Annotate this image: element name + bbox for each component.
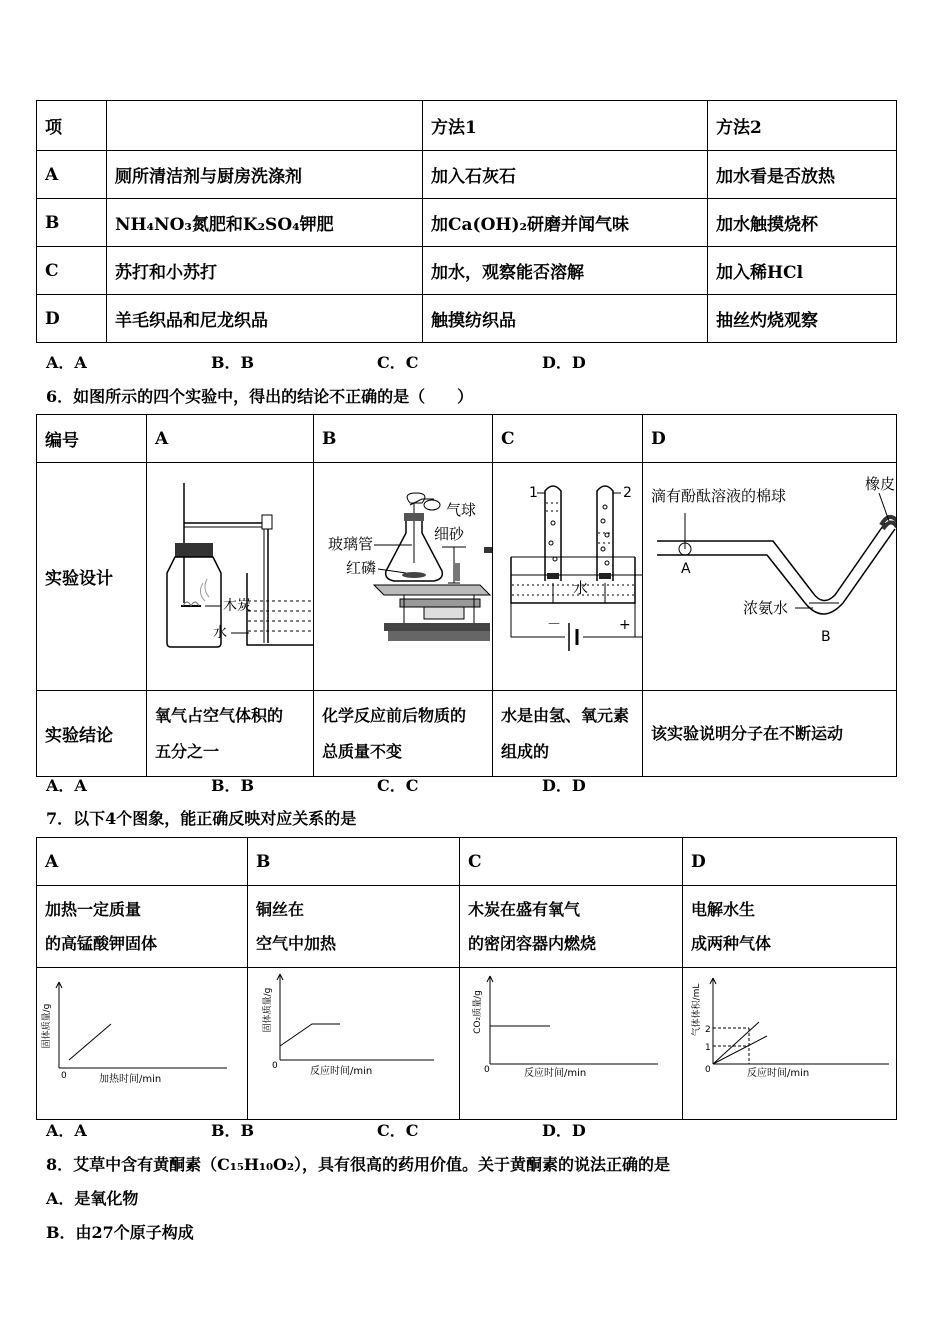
q7-header-b: B [248, 838, 460, 886]
q7-header-d: D [683, 838, 897, 886]
diagram-d-rubber-label: 橡皮 [865, 475, 896, 493]
q6-conclusion-a [147, 691, 314, 777]
q7-graph-d-xlabel: 反应时间/min [747, 1068, 810, 1079]
q6-conclusion-b [314, 691, 493, 777]
q7-graph-d [683, 968, 897, 1114]
q6-design-d [643, 463, 897, 691]
q5-row-a-method2: 加水看是否放热 [708, 151, 897, 199]
q5-header-item: 项 [37, 101, 107, 151]
q7-graph-b-origin: 0 [272, 1061, 278, 1071]
q5-option-d[interactable]: D．D [542, 353, 586, 372]
diagram-a-combustion [147, 463, 314, 685]
q7-desc-a [37, 886, 248, 968]
q6-conclusion-d [643, 691, 897, 777]
q6-conclusion-b-line1: 化学反应前后物质的 [322, 705, 467, 725]
q5-row-c-method2: 加入稀HCl [708, 247, 897, 295]
q6-conclusion-c [493, 691, 643, 777]
q6-table [36, 414, 897, 777]
q7-desc-d-line2: 成两种气体 [691, 933, 772, 953]
q7-desc-a-line1: 加热一定质量 [45, 899, 142, 919]
diagram-b-glass-label: 玻璃管 [328, 535, 374, 553]
q7-graph-d-tick1: 1 [705, 1043, 711, 1053]
diagram-c-plus-label: + [619, 617, 631, 633]
q7-graph-d-origin: 0 [705, 1065, 711, 1075]
q7-option-a[interactable]: A．A [46, 1121, 87, 1140]
q7-graph-b [248, 968, 460, 1114]
q6-header-a: A [147, 415, 314, 463]
q5-row-d-method1: 触摸纺织品 [423, 295, 708, 343]
q7-graph-c-cell [460, 968, 683, 1120]
q7-graph-d-tick2: 2 [705, 1025, 711, 1035]
q7-graph-a-cell [37, 968, 248, 1120]
diagram-d-molecular-motion [643, 463, 897, 685]
q7-header-c: C [460, 838, 683, 886]
diagram-a-wood-label: 木炭 [223, 598, 251, 614]
q5-row-a-item: 厕所清洁剂与厨房洗涤剂 [107, 151, 423, 199]
q5-table [36, 100, 897, 343]
q7-graph-c [460, 968, 683, 1114]
diagram-a-water-label: 水 [213, 625, 227, 641]
q6-design-c [493, 463, 643, 691]
q7-desc-c-line1: 木炭在盛有氧气 [468, 899, 581, 919]
q7-graph-d-cell [683, 968, 897, 1120]
q7-header-a: A [37, 838, 248, 886]
q5-option-a[interactable]: A．A [46, 353, 87, 372]
diagram-d-ammonia-label: 浓氨水 [743, 599, 789, 617]
q6-text: 6．如图所示的四个实验中，得出的结论不正确的是（ ） [46, 387, 474, 406]
diagram-b-conservation [314, 463, 493, 685]
q7-graph-b-xlabel: 反应时间/min [310, 1066, 373, 1077]
diagram-b-balloon-label: 气球 [446, 501, 477, 519]
q6-conclusion-c-line1: 水是由氢、氧元素 [501, 705, 630, 725]
q5-row-c-item: 苏打和小苏打 [107, 247, 423, 295]
diagram-d-ball-label: 滴有酚酞溶液的棉球 [651, 487, 787, 505]
q6-header-id: 编号 [37, 415, 147, 463]
q5-row-b-item: NH₄NO₃氮肥和K₂SO₄钾肥 [107, 199, 423, 247]
q7-graph-a [37, 968, 248, 1114]
q7-graph-a-origin: 0 [61, 1071, 67, 1081]
q5-row-a-method1: 加入石灰石 [423, 151, 708, 199]
q7-desc-c-line2: 的密闭容器内燃烧 [468, 933, 597, 953]
q5-row-b-method1: 加Ca(OH)₂研磨并闻气味 [423, 199, 708, 247]
q5-row-d-item: 羊毛织品和尼龙织品 [107, 295, 423, 343]
q7-text: 7．以下4个图象，能正确反映对应关系的是 [46, 809, 357, 828]
q7-graph-b-ylabel: 固体质量/g [263, 987, 273, 1033]
diagram-c-electrolysis [493, 463, 643, 685]
q7-graph-d-ylabel: 气体体积/mL [692, 983, 702, 1037]
q5-header-method2: 方法2 [708, 101, 897, 151]
q5-option-b[interactable]: B．B [211, 353, 255, 372]
q6-conclusion-a-line2: 五分之一 [155, 741, 220, 761]
diagram-c-minus-label: － [547, 617, 561, 633]
q8-option-b[interactable]: B．由27个原子构成 [46, 1223, 194, 1242]
diagram-b-phos-label: 红磷 [346, 559, 377, 577]
q7-graph-c-ylabel: CO₂质量/g [473, 990, 483, 1034]
q5-header-method1: 方法1 [423, 101, 708, 151]
q6-design-a [147, 463, 314, 691]
q7-desc-b [248, 886, 460, 968]
diagram-c-water-label: 水 [573, 579, 589, 597]
q5-row-d-method2: 抽丝灼烧观察 [708, 295, 897, 343]
q5-row-b-method2: 加水触摸烧杯 [708, 199, 897, 247]
q7-desc-d-line1: 电解水生 [691, 899, 756, 919]
q6-option-b[interactable]: B．B [211, 776, 255, 795]
q7-graph-a-xlabel: 加热时间/min [99, 1074, 162, 1085]
q6-header-b: B [314, 415, 493, 463]
q5-row-d-id: D [37, 295, 107, 343]
diagram-b-sand-label: 细砂 [434, 525, 465, 543]
q7-graph-b-cell [248, 968, 460, 1120]
q7-option-c[interactable]: C．C [377, 1121, 419, 1140]
q6-conclusion-label: 实验结论 [37, 691, 147, 777]
q7-desc-a-line2: 的高锰酸钾固体 [45, 933, 158, 953]
q6-option-d[interactable]: D．D [542, 776, 586, 795]
q7-graph-c-xlabel: 反应时间/min [524, 1068, 587, 1079]
q5-row-a-id: A [37, 151, 107, 199]
q7-option-b[interactable]: B．B [211, 1121, 255, 1140]
q6-design-label: 实验设计 [37, 463, 147, 691]
q7-desc-c [460, 886, 683, 968]
q6-conclusion-a-line1: 氧气占空气体积的 [155, 705, 284, 725]
q6-conclusion-d-line1: 该实验说明分子在不断运动 [651, 723, 844, 743]
q6-header-d: D [643, 415, 897, 463]
diagram-c-tube1-label: 1 [529, 485, 538, 501]
q5-row-b-id: B [37, 199, 107, 247]
diagram-d-a-label: A [681, 561, 691, 577]
diagram-d-b-label: B [821, 629, 831, 645]
q8-text: 8．艾草中含有黄酮素（C₁₅H₁₀O₂），具有很高的药用价值。关于黄酮素的说法正确的是 [46, 1155, 670, 1174]
diagram-c-tube2-label: 2 [623, 485, 632, 501]
q7-desc-b-line2: 空气中加热 [256, 933, 337, 953]
q7-table [36, 837, 897, 1120]
q6-conclusion-c-line2: 组成的 [501, 741, 550, 761]
q6-option-c[interactable]: C．C [377, 776, 419, 795]
q7-desc-b-line1: 铜丝在 [256, 899, 305, 919]
q6-conclusion-b-line2: 总质量不变 [322, 741, 403, 761]
q5-option-c[interactable]: C．C [377, 353, 419, 372]
q5-header-blank [107, 101, 423, 151]
q5-row-c-id: C [37, 247, 107, 295]
q6-header-c: C [493, 415, 643, 463]
q8-option-a[interactable]: A．是氧化物 [46, 1189, 139, 1208]
q7-option-d[interactable]: D．D [542, 1121, 586, 1140]
q7-graph-c-origin: 0 [484, 1065, 490, 1075]
q7-desc-d [683, 886, 897, 968]
q5-row-c-method1: 加水，观察能否溶解 [423, 247, 708, 295]
q6-option-a[interactable]: A．A [46, 776, 87, 795]
q6-design-b [314, 463, 493, 691]
q7-graph-a-ylabel: 固体质量/g [42, 1003, 52, 1049]
